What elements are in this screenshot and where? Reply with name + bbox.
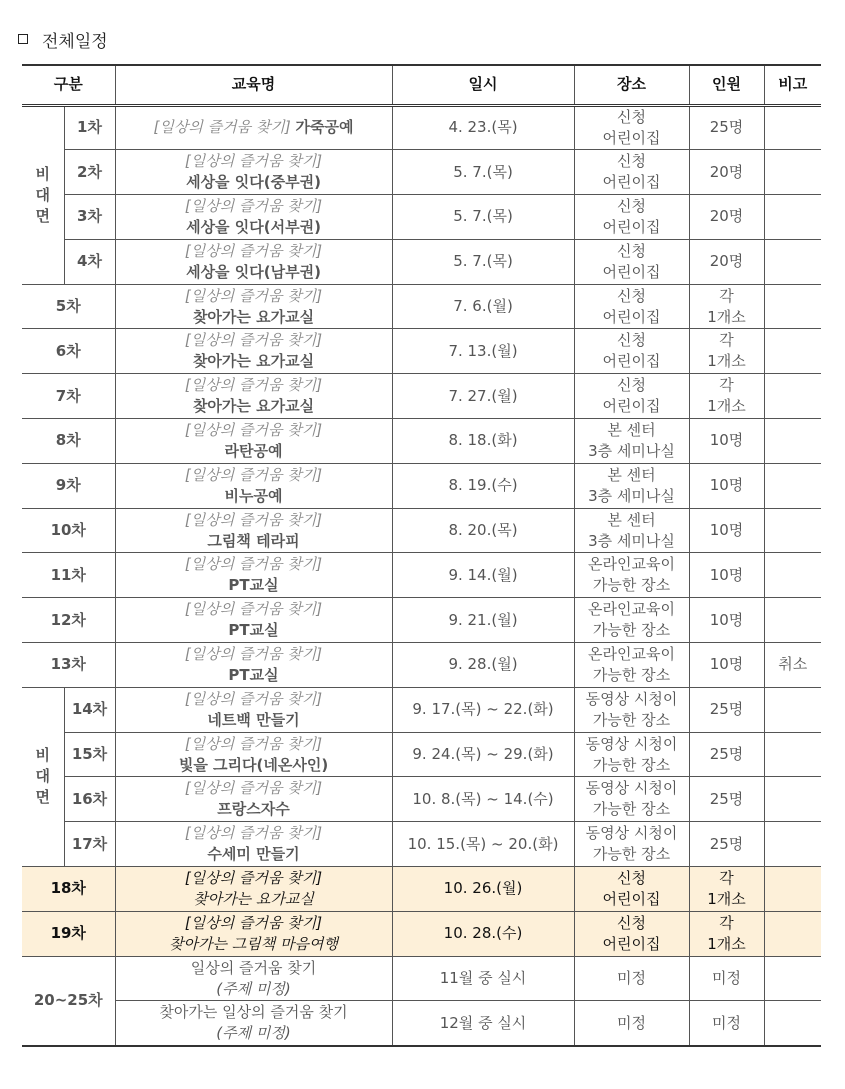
note-cell	[764, 239, 821, 284]
date-cell: 5. 7.(목)	[392, 239, 574, 284]
place-cell	[574, 329, 689, 374]
people-line1: 25명	[709, 745, 744, 764]
note-cell	[764, 732, 821, 777]
program-cell	[115, 150, 392, 195]
program-title: 가죽공예	[295, 118, 354, 137]
date-cell: 10. 15.(목) ~ 20.(화)	[392, 822, 574, 867]
place-cell	[574, 777, 689, 822]
table-row	[22, 105, 821, 150]
group-label-char: 대	[35, 767, 50, 786]
program-series: [일상의 즐거움 찾기]	[184, 555, 323, 574]
date-cell: 10. 8.(목) ~ 14.(수)	[392, 777, 574, 822]
section-title-text: 전체일정	[42, 31, 108, 52]
place-line1: 동영상 시청이	[585, 779, 678, 798]
group-label-cell	[22, 105, 64, 284]
people-line2: 1개소	[707, 307, 746, 326]
round-cell: 10차	[22, 508, 115, 553]
place-cell	[574, 284, 689, 329]
group-label-char: 비	[35, 746, 50, 765]
group-label-cell	[22, 687, 64, 866]
round-cell: 3차	[64, 195, 115, 240]
program-title: 라탄공예	[224, 441, 283, 460]
round-cell: 20~25차	[22, 956, 115, 1046]
date-cell: 11월 중 실시	[392, 956, 574, 1001]
program-series: [일상의 즐거움 찾기]	[184, 868, 323, 887]
program-cell	[115, 553, 392, 598]
people-line2: 1개소	[707, 397, 746, 416]
round-cell: 17차	[64, 822, 115, 867]
date-cell: 9. 17.(목) ~ 22.(화)	[392, 687, 574, 732]
place-line2: 어린이집	[602, 128, 661, 147]
program-cell	[115, 508, 392, 553]
program-series: [일상의 즐거움 찾기]	[153, 118, 291, 137]
people-cell	[689, 508, 764, 553]
program-title: 찾아가는 요가교실	[192, 352, 315, 371]
people-line1: 각	[719, 286, 734, 305]
program-series: [일상의 즐거움 찾기]	[184, 913, 323, 932]
place-line2: 어린이집	[602, 173, 661, 192]
round-cell: 13차	[22, 643, 115, 688]
people-cell	[689, 867, 764, 912]
people-line1: 각	[719, 913, 734, 932]
place-line2: 가능한 장소	[592, 845, 671, 864]
header-note: 비고	[764, 65, 821, 105]
program-title: (주제 미정)	[216, 1024, 291, 1043]
people-line1: 10명	[709, 431, 744, 450]
note-cell	[764, 687, 821, 732]
place-cell	[574, 553, 689, 598]
program-cell	[115, 643, 392, 688]
date-cell: 8. 20.(목)	[392, 508, 574, 553]
program-cell	[115, 239, 392, 284]
people-line1: 25명	[709, 789, 744, 808]
table-row	[22, 777, 821, 822]
place-cell	[574, 508, 689, 553]
people-cell	[689, 732, 764, 777]
people-cell	[689, 553, 764, 598]
people-line1: 20명	[709, 207, 744, 226]
note-cell	[764, 195, 821, 240]
place-cell	[574, 150, 689, 195]
people-cell	[689, 777, 764, 822]
round-cell: 14차	[64, 687, 115, 732]
note-cell	[764, 329, 821, 374]
place-cell	[574, 374, 689, 419]
place-line2: 가능한 장소	[592, 576, 671, 595]
program-title: 네트백 만들기	[207, 710, 300, 729]
program-series: [일상의 즐거움 찾기]	[184, 286, 323, 305]
program-cell	[115, 105, 392, 150]
header-date: 일시	[392, 65, 574, 105]
program-title: PT교실	[228, 665, 279, 684]
place-line2: 어린이집	[602, 262, 661, 281]
program-series: [일상의 즐거움 찾기]	[184, 331, 323, 350]
people-line1: 10명	[709, 565, 744, 584]
table-row	[22, 463, 821, 508]
round-cell: 9차	[22, 463, 115, 508]
round-cell: 16차	[64, 777, 115, 822]
round-cell: 12차	[22, 598, 115, 643]
program-cell	[115, 732, 392, 777]
place-cell	[574, 239, 689, 284]
place-line2: 어린이집	[602, 934, 661, 953]
table-row	[22, 374, 821, 419]
table-row	[22, 822, 821, 867]
date-cell: 5. 7.(목)	[392, 195, 574, 240]
program-series: [일상의 즐거움 찾기]	[184, 600, 323, 619]
note-cell	[764, 822, 821, 867]
date-cell: 9. 24.(목) ~ 29.(화)	[392, 732, 574, 777]
note-cell	[764, 419, 821, 464]
program-cell	[115, 956, 392, 1001]
program-series: [일상의 즐거움 찾기]	[184, 465, 323, 484]
people-line1: 10명	[709, 655, 744, 674]
people-cell	[689, 687, 764, 732]
schedule-table	[22, 64, 821, 1047]
place-line1: 신청	[617, 196, 646, 215]
round-cell: 11차	[22, 553, 115, 598]
program-cell	[115, 687, 392, 732]
place-line2: 가능한 장소	[592, 665, 671, 684]
people-line1: 25명	[709, 700, 744, 719]
people-cell	[689, 643, 764, 688]
people-cell: 미정	[689, 1001, 764, 1046]
place-line2: 3층 세미나실	[588, 486, 675, 505]
date-cell: 8. 18.(화)	[392, 419, 574, 464]
program-title: 수세미 만들기	[207, 845, 300, 864]
date-cell: 10. 28.(수)	[392, 911, 574, 956]
people-line2: 1개소	[707, 934, 746, 953]
group-label-char: 면	[35, 206, 50, 225]
note-cell	[764, 911, 821, 956]
people-cell	[689, 419, 764, 464]
date-cell: 9. 21.(월)	[392, 598, 574, 643]
table-row	[22, 419, 821, 464]
people-cell	[689, 598, 764, 643]
place-cell	[574, 643, 689, 688]
date-cell: 7. 13.(월)	[392, 329, 574, 374]
people-cell	[689, 284, 764, 329]
people-line1: 10명	[709, 476, 744, 495]
table-row	[22, 284, 821, 329]
header-program: 교육명	[115, 65, 392, 105]
note-cell	[764, 105, 821, 150]
note-cell	[764, 284, 821, 329]
place-cell: 미정	[574, 956, 689, 1001]
place-cell	[574, 105, 689, 150]
round-cell: 1차	[64, 105, 115, 150]
program-cell	[115, 329, 392, 374]
note-cell	[764, 463, 821, 508]
program-series: [일상의 즐거움 찾기]	[184, 376, 323, 395]
place-cell	[574, 195, 689, 240]
table-row	[22, 911, 821, 956]
people-line1: 25명	[709, 118, 744, 137]
table-row	[22, 508, 821, 553]
place-cell	[574, 463, 689, 508]
place-line2: 3층 세미나실	[588, 531, 675, 550]
program-cell	[115, 822, 392, 867]
table-row	[22, 687, 821, 732]
place-line1: 본 센터	[607, 465, 656, 484]
place-line1: 동영상 시청이	[585, 689, 678, 708]
table-row	[22, 150, 821, 195]
people-line1: 25명	[709, 834, 744, 853]
people-cell	[689, 374, 764, 419]
place-cell	[574, 911, 689, 956]
program-title: 찾아가는 요가교실	[192, 307, 315, 326]
table-row	[22, 553, 821, 598]
header-round: 구분	[22, 65, 115, 105]
note-cell	[764, 150, 821, 195]
place-cell	[574, 867, 689, 912]
table-row	[22, 643, 821, 688]
program-series: [일상의 즐거움 찾기]	[184, 689, 323, 708]
place-line2: 가능한 장소	[592, 800, 671, 819]
note-cell: 취소	[764, 643, 821, 688]
program-series: [일상의 즐거움 찾기]	[184, 241, 323, 260]
group-label-char: 대	[35, 185, 50, 204]
table-row	[22, 1001, 821, 1046]
people-line1: 10명	[709, 521, 744, 540]
place-line1: 신청	[617, 286, 646, 305]
people-cell	[689, 329, 764, 374]
program-title: 세상을 잇다(남부권)	[186, 262, 321, 281]
place-line2: 어린이집	[602, 352, 661, 371]
program-cell	[115, 1001, 392, 1046]
section-title	[18, 28, 108, 50]
table-row	[22, 329, 821, 374]
date-cell: 10. 26.(월)	[392, 867, 574, 912]
place-line1: 신청	[617, 241, 646, 260]
place-line1: 온라인교육이	[588, 600, 675, 619]
place-line1: 본 센터	[607, 510, 656, 529]
group-label-char: 비	[35, 164, 50, 183]
place-cell: 미정	[574, 1001, 689, 1046]
place-line1: 신청	[617, 152, 646, 171]
date-cell: 7. 6.(월)	[392, 284, 574, 329]
table-row	[22, 195, 821, 240]
program-title: PT교실	[228, 621, 279, 640]
date-cell: 4. 23.(목)	[392, 105, 574, 150]
program-title: 비누공예	[224, 486, 283, 505]
group-label-char: 면	[35, 788, 50, 807]
checkbox-square-icon	[18, 34, 28, 44]
program-title: 찾아가는 요가교실	[193, 889, 314, 908]
program-cell	[115, 911, 392, 956]
people-line1: 각	[719, 868, 734, 887]
note-cell	[764, 374, 821, 419]
round-cell: 2차	[64, 150, 115, 195]
program-cell	[115, 463, 392, 508]
note-cell	[764, 553, 821, 598]
place-line2: 어린이집	[602, 397, 661, 416]
date-cell: 8. 19.(수)	[392, 463, 574, 508]
people-line2: 1개소	[707, 352, 746, 371]
place-line1: 신청	[617, 913, 646, 932]
people-cell	[689, 195, 764, 240]
place-line1: 신청	[617, 868, 646, 887]
program-series: [일상의 즐거움 찾기]	[184, 644, 323, 663]
note-cell	[764, 508, 821, 553]
program-title: 프랑스자수	[217, 800, 290, 819]
round-cell: 5차	[22, 284, 115, 329]
program-series: [일상의 즐거움 찾기]	[184, 779, 323, 798]
table-row	[22, 239, 821, 284]
header-people: 인원	[689, 65, 764, 105]
program-cell	[115, 195, 392, 240]
program-cell	[115, 777, 392, 822]
round-cell: 4차	[64, 239, 115, 284]
note-cell	[764, 598, 821, 643]
program-cell	[115, 419, 392, 464]
program-series: [일상의 즐거움 찾기]	[184, 510, 323, 529]
people-line2: 1개소	[707, 889, 746, 908]
people-cell	[689, 822, 764, 867]
round-cell: 8차	[22, 419, 115, 464]
round-cell: 15차	[64, 732, 115, 777]
note-cell	[764, 956, 821, 1001]
program-series: [일상의 즐거움 찾기]	[184, 824, 323, 843]
program-title: 그림책 테라피	[207, 531, 300, 550]
date-cell: 9. 28.(월)	[392, 643, 574, 688]
note-cell	[764, 1001, 821, 1046]
date-cell: 9. 14.(월)	[392, 553, 574, 598]
place-cell	[574, 598, 689, 643]
program-series: [일상의 즐거움 찾기]	[184, 420, 323, 439]
note-cell	[764, 867, 821, 912]
program-title: (주제 미정)	[216, 979, 291, 998]
program-title: 세상을 잇다(중부권)	[186, 173, 321, 192]
program-series: 일상의 즐거움 찾기	[190, 958, 317, 977]
place-line1: 온라인교육이	[588, 644, 675, 663]
program-cell	[115, 867, 392, 912]
table-row	[22, 732, 821, 777]
place-line1: 신청	[617, 107, 646, 126]
people-line1: 20명	[709, 162, 744, 181]
place-line2: 가능한 장소	[592, 755, 671, 774]
date-cell: 12월 중 실시	[392, 1001, 574, 1046]
place-cell	[574, 732, 689, 777]
place-line1: 본 센터	[607, 420, 656, 439]
place-line1: 온라인교육이	[588, 555, 675, 574]
program-cell	[115, 374, 392, 419]
date-cell: 7. 27.(월)	[392, 374, 574, 419]
place-line1: 동영상 시청이	[585, 734, 678, 753]
program-series: [일상의 즐거움 찾기]	[184, 152, 323, 171]
people-line1: 20명	[709, 252, 744, 271]
place-line2: 어린이집	[602, 307, 661, 326]
program-series: 찾아가는 일상의 즐거움 찾기	[159, 1003, 348, 1022]
people-cell	[689, 239, 764, 284]
table-row	[22, 598, 821, 643]
place-line2: 가능한 장소	[592, 621, 671, 640]
header-row	[22, 65, 821, 105]
program-series: [일상의 즐거움 찾기]	[184, 196, 323, 215]
program-title: 찾아가는 요가교실	[192, 397, 315, 416]
people-cell	[689, 105, 764, 150]
program-cell	[115, 598, 392, 643]
header-place: 장소	[574, 65, 689, 105]
place-cell	[574, 687, 689, 732]
program-series: [일상의 즐거움 찾기]	[184, 734, 323, 753]
date-cell: 5. 7.(목)	[392, 150, 574, 195]
place-line1: 신청	[617, 331, 646, 350]
place-cell	[574, 419, 689, 464]
note-cell	[764, 777, 821, 822]
round-cell: 19차	[22, 911, 115, 956]
program-title: PT교실	[228, 576, 279, 595]
place-line2: 가능한 장소	[592, 710, 671, 729]
place-line1: 신청	[617, 376, 646, 395]
program-cell	[115, 284, 392, 329]
people-cell	[689, 150, 764, 195]
program-title: 찾아가는 그림책 마음여행	[169, 934, 338, 953]
table-row	[22, 956, 821, 1001]
place-line2: 어린이집	[602, 217, 661, 236]
place-line2: 3층 세미나실	[588, 441, 675, 460]
round-cell: 18차	[22, 867, 115, 912]
people-cell: 미정	[689, 956, 764, 1001]
round-cell: 6차	[22, 329, 115, 374]
people-line1: 각	[719, 331, 734, 350]
people-cell	[689, 463, 764, 508]
people-line1: 10명	[709, 610, 744, 629]
place-line1: 동영상 시청이	[585, 824, 678, 843]
program-title: 빛을 그리다(네온사인)	[178, 755, 329, 774]
people-cell	[689, 911, 764, 956]
place-line2: 어린이집	[602, 889, 661, 908]
program-title: 세상을 잇다(서부권)	[186, 217, 321, 236]
place-cell	[574, 822, 689, 867]
people-line1: 각	[719, 376, 734, 395]
round-cell: 7차	[22, 374, 115, 419]
table-row	[22, 867, 821, 912]
